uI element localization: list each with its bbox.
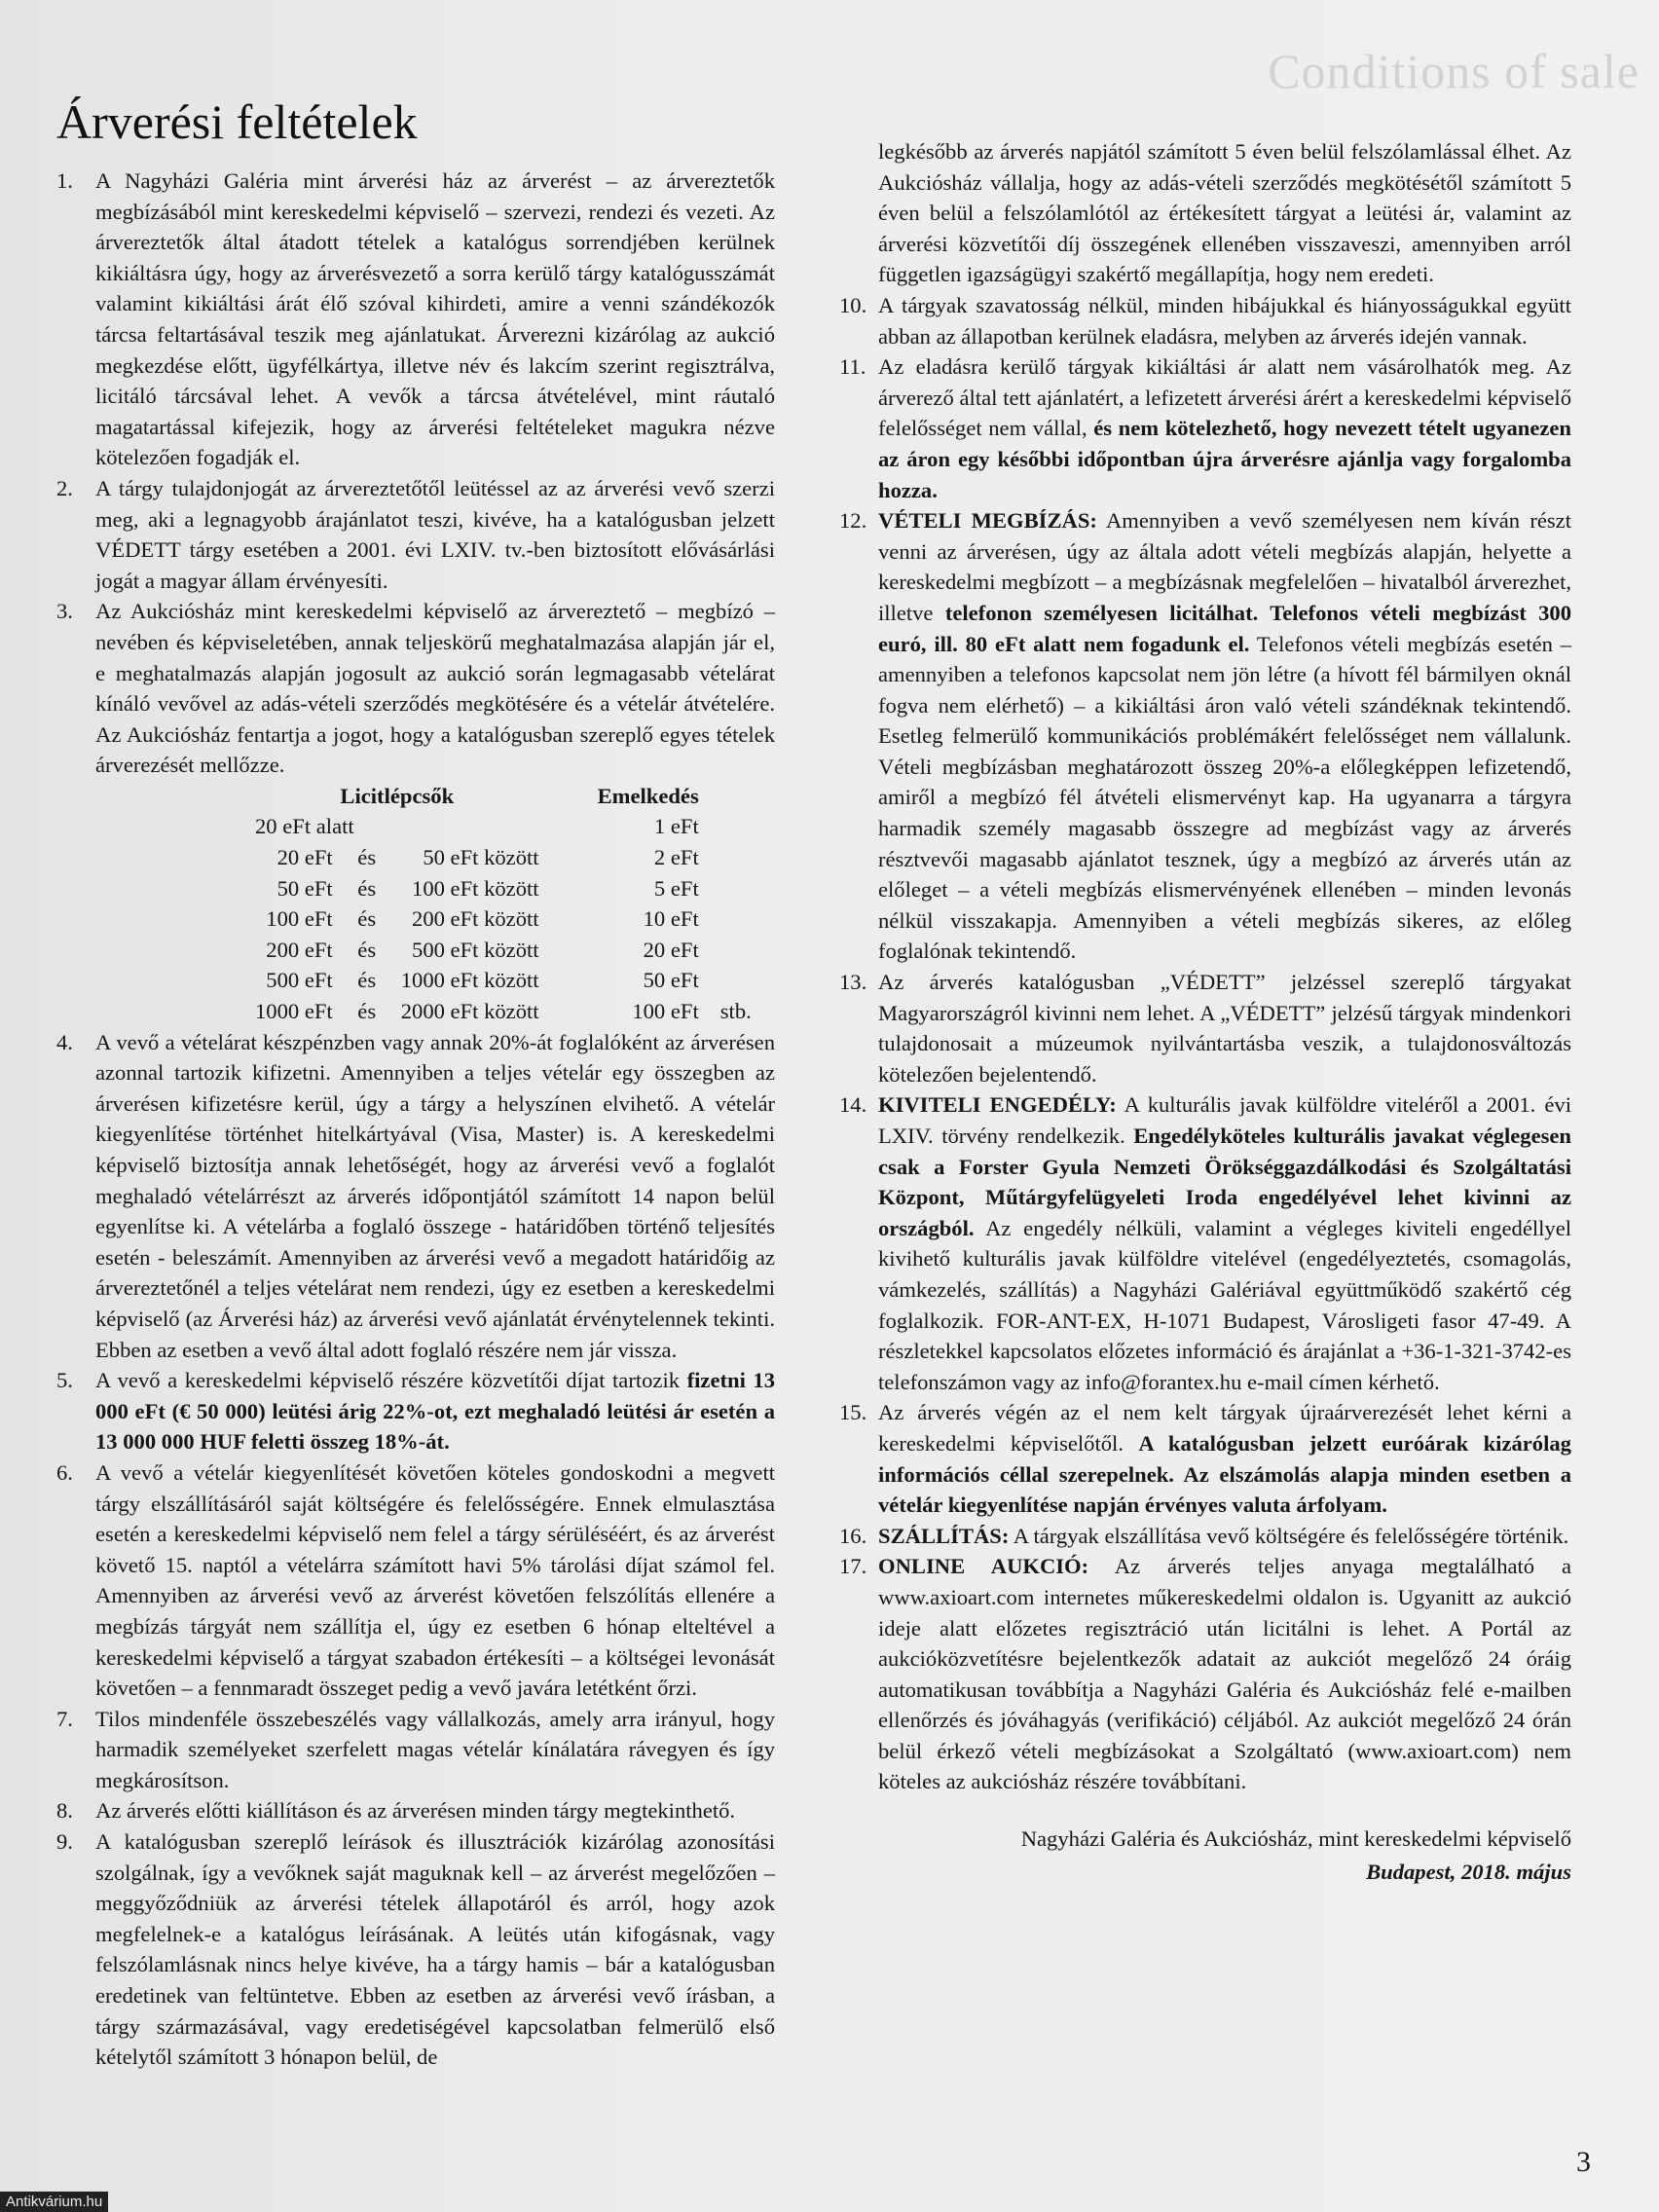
site-watermark: Antikvárium.hu: [0, 2192, 108, 2212]
term-item-12: [839, 505, 1571, 967]
table-cell-to: 100 eFt között: [412, 875, 539, 901]
term-item-2: [56, 473, 775, 596]
term-text-bold: telefonon személyesen licitálhat. Telefonos vételi megbízást 300 euró, ill. 80 eFt alatt nem fogadunk el.: [878, 600, 1571, 656]
term-text-regular: A kulturális javak külföldre viteléről a 2001. évi LXIV. törvény rendelkezik.: [878, 1092, 1571, 1148]
term-number: 2.: [56, 475, 73, 500]
term-text-bold: és nem kötelezhető, hogy nevezett tételt ugyanezen az áron egy későbbi időpontban újra árverésre ajánlja vagy forgalomba hozza.: [878, 416, 1571, 502]
table-cell-to: 1000 eFt között: [400, 968, 539, 993]
term-text-regular: A tárgyak elszállítása vevő költségére és felelősségére történik.: [1013, 1523, 1569, 1548]
term-number: 16.: [839, 1523, 867, 1548]
term-item-9: [56, 1826, 775, 2073]
term-number: 6.: [56, 1459, 73, 1485]
table-row: [255, 842, 752, 873]
term-item-10: [839, 290, 1571, 351]
term-item-17: [839, 1551, 1571, 1797]
term-number: 17.: [839, 1554, 867, 1579]
term-text: [878, 1521, 1571, 1552]
table-cell-and: és: [357, 937, 377, 962]
table-cell-and: és: [357, 875, 377, 901]
term-text: A katalógusban szereplő leírások és illusztrációk kizárólag azonosítási szolgálnak, így a vevőknek saját maguknak kell – az árverést megelőzően – meggyőződniük az árverési tételek állapotáról és arról, hogy azok megfelelnek-e a katalógus leírásának. A leütés után kifogásnak, vagy felszólamlásnak nincs helye kivéve, ha a tárgy hamis – bár a katalógusban eredetinek van feltüntetve. Ebben az esetben az árverési vevő írásban, a tárgy származásával, vagy eredetiségével kapcsolatban felmerülő első kételytől számított 3 hónapon belül, de: [95, 1829, 775, 2070]
term-text: [878, 1089, 1571, 1397]
table-cell-from: 50 eFt: [276, 875, 333, 901]
term-number: 14.: [839, 1092, 867, 1118]
term-item-14: [839, 1089, 1571, 1397]
term-text-regular: A vevő a kereskedelmi képviselő részére közvetítői díjat tartozik: [95, 1368, 681, 1393]
table-row: [255, 873, 752, 904]
table-header-increment: Emelkedés: [597, 783, 699, 808]
table-cell-range: 20 eFt alatt: [255, 814, 354, 839]
table-cell-from: 200 eFt: [266, 937, 333, 962]
term-text-bold: fizetni 13 000 eFt (€ 50 000) leütési árig 22%-ot, ezt meghaladó leütési ár esetén a 13 000 000 HUF feletti összeg 18%-át.: [95, 1368, 776, 1455]
term-number: 12.: [839, 508, 867, 534]
table-cell-increment: 100 eFt: [632, 999, 699, 1024]
term-number: 13.: [839, 970, 867, 995]
table-cell-from: 20 eFt: [276, 845, 333, 870]
term-text-regular-2: Az engedély nélküli, valamint a végleges kiviteli engedéllyel kivihető kulturális javak külföldre vitelével (engedélyeztetés, csomagolás, vámkezelés, szállítás) a Nagyházi Galériával együttműködő szakértő cég foglalkozik. FOR-ANT-EX, H-1071 Budapest, Városligeti fasor 47-49. A részletekkel kapcsolatos előzetes információ és árajánlat a +36-1-321-3742-es telefonszámon vagy az info@forantex.hu e-mail címen kérhető.: [878, 1215, 1571, 1394]
right-column: [839, 136, 1571, 1889]
table-cell-and: és: [357, 999, 377, 1024]
term-text: A vevő a vételárat készpénzben vagy annak 20%-át foglalóként az árverésen azonnal tartozik kifizetni. Amennyiben a teljes vételár egy összegben az árverésen kifizetésre kerül, úgy a tárgy a helyszínen elvihető. A vételár kiegyenlítése történhet hitelkártyával (Visa, Master) is. A kereskedelmi képviselő biztosítja annak lehetőségét, hogy az árverési vevő a foglalót meghaladó vételárrészt az árverés időpontjától számított 14 napon belül egyenlítse ki. A vételárba a foglaló összege - határidőben történő teljesítés esetén - beleszámít. Amennyiben az árverési vevő a megadott határidőig az árvereztetőnél a teljes vételárat nem rendezi, úgy ez esetben a kereskedelmi képviselő (az Árverési ház) az árverési vevő ajánlatát érvénytelennek tekinti. Ebben az esetben a vevő által adott foglaló részére nem jár vissza.: [95, 1029, 775, 1362]
term-number: 4.: [56, 1029, 73, 1054]
term-item-11: [839, 351, 1571, 505]
term-item-9-continued: [839, 136, 1571, 290]
term-text: A tárgy tulajdonjogát az árvereztetőtől leütéssel az az árverési vevő szerzi meg, aki a legnagyobb árajánlatot teszi, kivéve, ha a katalógusban jelzett VÉDETT tárgy esetében a 2001. évi LXIV. tv.-ben biztosított elővásárlási jogát a magyar állam érvényesíti.: [95, 475, 775, 593]
term-label: SZÁLLÍTÁS:: [878, 1523, 1010, 1548]
term-text-regular: Az eladásra kerülő tárgyak kikiáltási ár alatt nem vásárolhatók meg. Az árverező által tett ajánlatért, a lefizetett árverési árért a kereskedelmi képviselő felelősséget nem vállal,: [878, 354, 1571, 441]
page-title: Árverési feltételek: [56, 94, 418, 149]
table-cell-and: és: [357, 845, 377, 870]
table-cell-increment: 1 eFt: [653, 814, 699, 839]
term-item-4: [56, 1027, 775, 1366]
term-number: 10.: [839, 292, 867, 317]
table-cell-increment: 2 eFt: [653, 845, 699, 870]
signature-line: Nagyházi Galéria és Aukciósház, mint kereskedelmi képviselő: [1020, 1826, 1571, 1852]
term-label: VÉTELI MEGBÍZÁS:: [878, 508, 1097, 534]
term-number: 7.: [56, 1706, 73, 1731]
term-label: ONLINE AUKCIÓ:: [878, 1554, 1089, 1579]
table-cell-to: 200 eFt között: [412, 906, 539, 932]
term-text: Az árverés katalógusban „VÉDETT” jelzéssel szereplő tárgyakat Magyarországról kivinni nem lehet. A „VÉDETT” jelzésű tárgyak mindenkori tulajdonosait a múzeumok nyilvántartásba veszik, a tulajdonosváltozás kötelezően bejelentendő.: [878, 970, 1571, 1087]
term-number: 5.: [56, 1368, 73, 1393]
term-text: A vevő a vételár kiegyenlítését követően köteles gondoskodni a megvett tárgy elszállításáról saját költségére és felelősségére. Ennek elmulasztása esetén a kereskedelmi képviselő nem felel a tárgy sérüléséért, és az árverést követő 15. naptól a vételárra számított havi 5% tárolási díjat számol fel. Amennyiben az árverési vevő az árverést követően felszólítás ellenére a megbízás tárgyát nem szállítja el, úgy ez esetben 6 hónap elteltével a kereskedelmi képviselő a tárgyat szabadon értékesíti – a költségei levonását követően – a fennmaradt összeget pedig a vevő javára letétként őrzi.: [95, 1459, 775, 1701]
table-cell-and: és: [357, 906, 377, 932]
term-item-6: [56, 1457, 775, 1704]
table-cell-from: 500 eFt: [266, 968, 333, 993]
term-item-5: [56, 1365, 775, 1457]
term-item-15: [839, 1397, 1571, 1520]
table-cell-and: és: [357, 968, 377, 993]
table-cell-from: 100 eFt: [266, 906, 333, 932]
term-text: [878, 351, 1571, 505]
term-text: A tárgyak szavatosság nélkül, minden hibájukkal és hiányosságukkal együtt abban az állapotban kerülnek eladásra, melyben az árverés idején vannak.: [878, 292, 1571, 349]
page-number: 3: [1576, 2146, 1591, 2178]
table-row: [255, 935, 752, 966]
term-number: 15.: [839, 1400, 867, 1425]
term-number: 8.: [56, 1798, 73, 1824]
table-cell-increment: 5 eFt: [653, 875, 699, 901]
table-cell-to: 2000 eFt között: [400, 999, 539, 1024]
bleed-through-title: Conditions of sale: [1268, 44, 1640, 98]
signature-place-date: Budapest, 2018. május: [1366, 1860, 1571, 1885]
term-text: [95, 1365, 775, 1457]
term-text: A Nagyházi Galéria mint árverési ház az árverést – az árvereztetők megbízásából mint kereskedelmi képviselő – szervezi, rendezi és vezeti. Az árvereztetők által átadott tételek a katalógus sorrendjében kerülnek kikiáltásra úgy, hogy az árverésvezető a sorra kerülő tárgy katalógusszámát valamint kikiáltási árát élő szóval kihirdeti, amire a venni szándékozók tárcsa feltartásával teszik meg ajánlatukat. Árverezni kizárólag az aukció megkezdése előtt, ügyfélkártya, illetve név és lakcím szerint regisztrálva, licitáló tárcsával lehet. A vevők a tárcsa átvételével, mint ráutaló magatartással kifejezik, hogy az árverési feltételeket magukra nézve kötelezően fogadják el.: [95, 168, 775, 470]
term-number: 9.: [56, 1829, 73, 1855]
term-text: [878, 505, 1571, 967]
bid-increment-table: [255, 781, 752, 1027]
table-cell-to: 50 eFt között: [423, 845, 539, 870]
term-number: 1.: [56, 168, 73, 193]
term-text-bold: A katalógusban jelzett euróárak kizárólag információs céllal szerepelnek. Az elszámolás alapja minden esetben a vételár kiegyenlítése napján érvényes valuta árfolyam.: [878, 1430, 1571, 1518]
table-cell-from: 1000 eFt: [255, 999, 333, 1024]
table-cell-increment: 50 eFt: [643, 968, 699, 993]
term-item-1: [56, 166, 775, 473]
left-column: [56, 166, 775, 2073]
table-cell-increment: 20 eFt: [643, 937, 699, 962]
term-item-7: [56, 1704, 775, 1796]
term-text-continued: legkésőbb az árverés napjától számított 5 éven belül felszólamlással élhet. Az Aukciósház vállalja, hogy az adás-vételi szerződés megkötésétől számított 5 éven belül a felszólamlótól az értékesített tárgyat a leütési ár, valamint az árverési közvetítői díj összegének ellenében visszaveszi, amennyiben arról független igazságügyi szakértő megállapítja, hogy nem eredeti.: [878, 139, 1571, 287]
table-cell-increment: 10 eFt: [643, 906, 699, 932]
term-text: [878, 1551, 1571, 1797]
term-text: [878, 1397, 1571, 1520]
table-row: [255, 965, 752, 996]
table-row: [255, 903, 752, 935]
term-number: 3.: [56, 599, 73, 624]
signature-block: [839, 1823, 1571, 1889]
table-row: [255, 811, 752, 842]
term-text: Tilos mindenféle összebeszélés vagy vállalkozás, amely arra irányul, hogy harmadik személyeket szerfelett magas vételár kínálatára rávegyen és így megkárosítson.: [95, 1706, 775, 1792]
term-text-regular: Amennyiben a vevő személyesen nem kíván részt venni az árverésen, úgy az általa adott vételi megbízás alapján, helyette a kereskedelmi megbízott – a megbízásnak megfelelően – hivatalból árverezhet, illetve: [878, 508, 1571, 625]
table-row: [255, 996, 752, 1027]
term-text-regular: Az árverés teljes anyaga megtalálható a www.axioart.com internetes műkereskedelmi oldalon is. Ugyanitt az aukció ideje alatt előzetes regisztráció után licitálni is lehet. A Portál az aukcióközvetítésre bejelentkezők adatait az aukciót megelőző 24 óráig automatikusan továbbítja a Nagyházi Galéria és Aukciósház felé e-mailben ellenőrzés és jóváhagyás (verifikáció) céljából. Az aukciót megelőző 24 órán belül érkező vételi megbízásokat a Szolgáltató (www.axioart.com) nem köteles az aukciósház részére továbbítani.: [878, 1554, 1571, 1794]
term-number: 11.: [839, 354, 866, 380]
term-text: Az árverés előtti kiállításon és az árverésen minden tárgy megtekinthető.: [95, 1798, 736, 1824]
term-item-8: [56, 1795, 775, 1826]
table-etc: stb.: [719, 999, 752, 1024]
table-cell-to: 500 eFt között: [412, 937, 539, 962]
term-text-regular: Az árverés végén az el nem kelt tárgyak újraárverezését lehet kérni a kereskedelmi képviselőtől.: [878, 1400, 1571, 1456]
term-item-16: [839, 1521, 1571, 1552]
term-text: Az Aukciósház mint kereskedelmi képviselő az árvereztető – megbízó – nevében és képviseletében, annak teljeskörű meghatalmazása alapján jár el, e meghatalmazás alapján jogosult az aukció során legmagasabb vételárat kínáló vevővel az adás-vételi szerződés megkötésére és a vételár átvételére. Az Aukciósház fentartja a jogot, hogy a katalógusban szereplő egyes tételek árverezését mellőzze.: [95, 599, 775, 778]
term-text-regular-2: Telefonos vételi megbízás esetén – amennyiben a telefonos kapcsolat nem jön létre (a hívott fél bármilyen oknál fogva nem elérhető) – a kikiáltási áron való vételi szándéknak tekintendő. Esetleg felmerülő kommunikációs problémákért felelősséget nem vállalunk. Vételi megbízásban meghatározott összeg 20%-a előlegképpen lefizetendő, amiről a megbízó fél átvételi elismervényt kap. Ha ugyanarra a tárgyra harmadik személy magasabb összegre ad megbízást vagy az árverés résztvevői magasabb ajánlatot tesznek, úgy a megbízó az árverés után az előleget – a vételi megbízás elismervényének ellenében – minden levonás nélkül visszakapja. Amennyiben a vételi megbízás sikeres, az előleg foglalónak tekintendő.: [878, 631, 1571, 964]
term-text-bold: Engedélyköteles kulturális javakat véglegesen csak a Forster Gyula Nemzeti Örökséggazdálkodási és Szolgáltatási Központ, Műtárgyfelügyeleti Iroda engedélyével lehet kivinni az országból.: [878, 1124, 1571, 1240]
term-item-3: [56, 596, 775, 1026]
table-header-steps: Licitlépcsők: [340, 783, 455, 808]
term-label: KIVITELI ENGEDÉLY:: [878, 1092, 1117, 1118]
term-item-13: [839, 967, 1571, 1089]
